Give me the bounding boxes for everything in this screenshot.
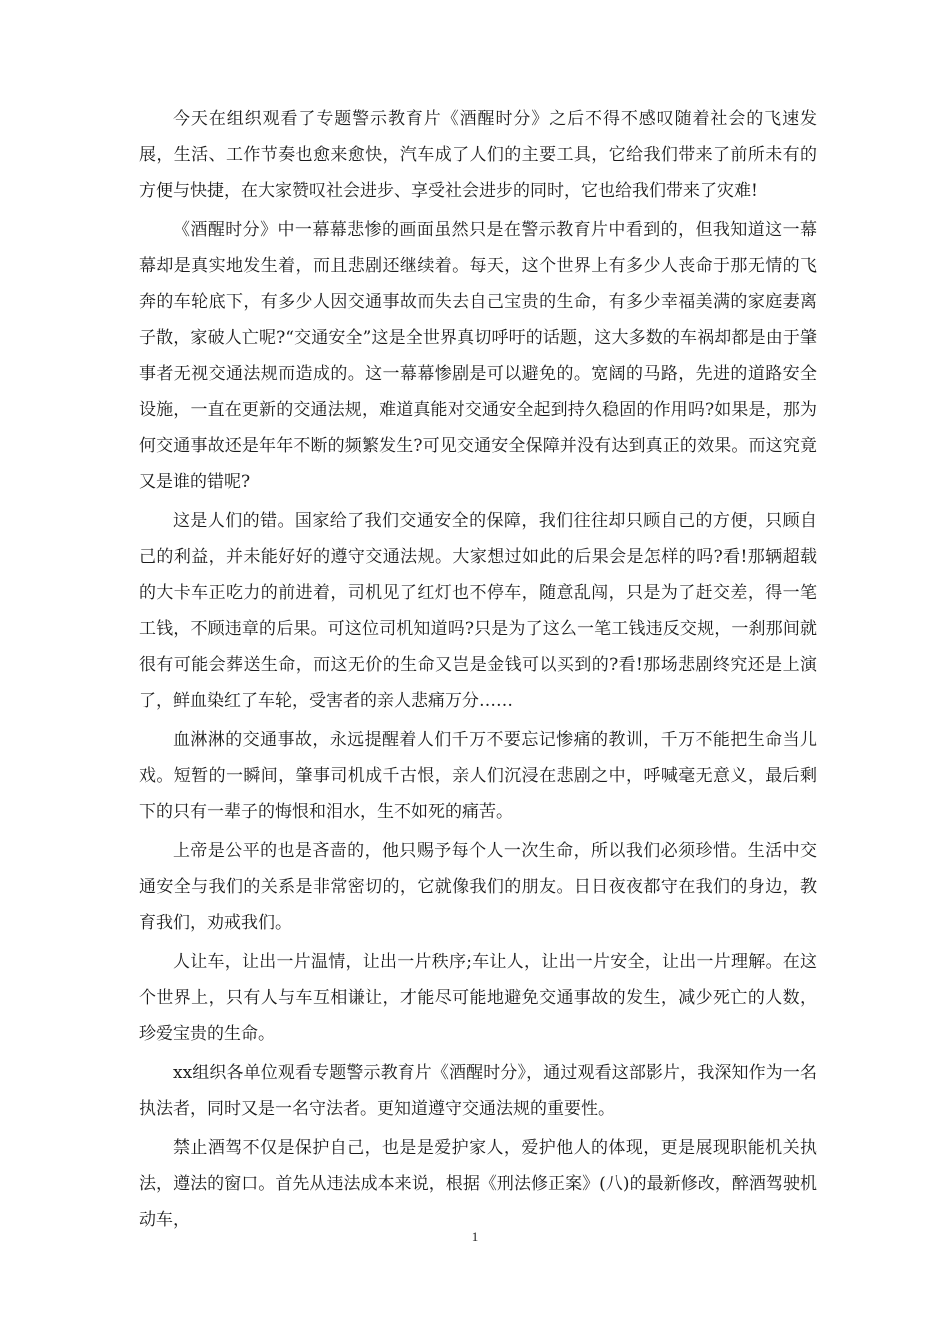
document-body — [139, 101, 817, 1241]
paragraph-5: 上帝是公平的也是吝啬的，他只赐予每个人一次生命，所以我们必须珍惜。生活中交通安全与我们的关系是非常密切的，它就像我们的朋友。日日夜夜都守在我们的身边，教育我们，劝戒我们。 — [139, 841, 817, 933]
page-number: 1 — [471, 1229, 479, 1244]
paragraph-6: 人让车，让出一片温情，让出一片秩序;车让人，让出一片安全，让出一片理解。在这个世界上，只有人与车互相谦让，才能尽可能地避免交通事故的发生，减少死亡的人数，珍爱宝贵的生命。 — [139, 952, 817, 1044]
paragraph-8: 禁止酒驾不仅是保护自己，也是是爱护家人，爱护他人的体现，更是展现职能机关执法，遵法的窗口。首先从违法成本来说，根据《刑法修正案》(八)的最新修改，醉酒驾驶机动车， — [139, 1138, 817, 1230]
paragraph-7: xx组织各单位观看专题警示教育片《酒醒时分》，通过观看这部影片，我深知作为一名执法者，同时又是一名守法者。更知道遵守交通法规的重要性。 — [139, 1063, 817, 1119]
paragraph-3: 这是人们的错。国家给了我们交通安全的保障，我们往往却只顾自己的方便，只顾自己的利益，并未能好好的遵守交通法规。大家想过如此的后果会是怎样的吗?看!那辆超载的大卡车正吃力的前进着，司机见了红灯也不停车，随意乱闯，只是为了赶交差，得一笔工钱，不顾违章的后果。可这位司机知道吗?只是为了这么一笔工钱违反交规，一刹那间就很有可能会葬送生命，而这无价的生命又岂是金钱可以买到的?看!那场悲剧终究还是上演了，鲜血染红了车轮，受害者的亲人悲痛万分…… — [139, 511, 817, 711]
paragraph-2: 《酒醒时分》中一幕幕悲惨的画面虽然只是在警示教育片中看到的，但我知道这一幕幕却是真实地发生着，而且悲剧还继续着。每天，这个世界上有多少人丧命于那无情的飞奔的车轮底下，有多少人因交通事故而失去自己宝贵的生命，有多少幸福美满的家庭妻离子散，家破人亡呢?“交通安全”这是全世界真切呼吁的话题，这大多数的车祸却都是由于肇事者无视交通法规而造成的。这一幕幕惨剧是可以避免的。宽阔的马路，先进的道路安全设施，一直在更新的交通法规，难道真能对交通安全起到持久稳固的作用吗?如果是，那为何交通事故还是年年不断的频繁发生?可见交通安全保障并没有达到真正的效果。而这究竟又是谁的错呢? — [139, 220, 817, 492]
paragraph-1: 今天在组织观看了专题警示教育片《酒醒时分》之后不得不感叹随着社会的飞速发展，生活、工作节奏也愈来愈快，汽车成了人们的主要工具，它给我们带来了前所未有的方便与快捷，在大家赞叹社会进步、享受社会进步的同时，它也给我们带来了灾难! — [139, 109, 817, 201]
paragraph-4: 血淋淋的交通事故，永远提醒着人们千万不要忘记惨痛的教训，千万不能把生命当儿戏。短暂的一瞬间，肇事司机成千古恨，亲人们沉浸在悲剧之中，呼喊毫无意义，最后剩下的只有一辈子的悔恨和泪水，生不如死的痛苦。 — [139, 730, 817, 822]
